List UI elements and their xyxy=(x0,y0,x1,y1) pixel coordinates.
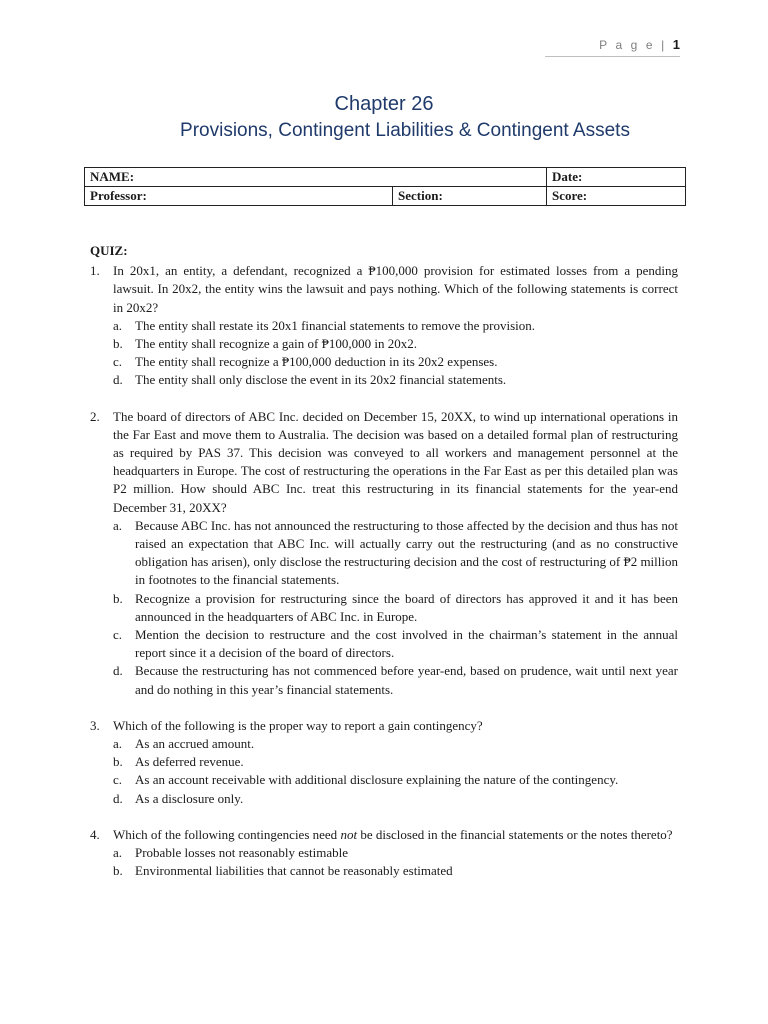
option-letter: a. xyxy=(113,845,123,861)
option-list xyxy=(113,735,678,808)
option-letter: a. xyxy=(113,736,123,752)
option-text: The entity shall recognize a gain of ₱100,000 in 20x2. xyxy=(135,336,417,352)
option-list xyxy=(113,517,678,699)
student-info-table xyxy=(84,167,686,206)
option-3d xyxy=(113,790,678,808)
option-4b xyxy=(113,862,678,880)
page-label: P a g e | xyxy=(599,38,667,52)
option-letter: a. xyxy=(113,317,123,333)
chapter-heading: Chapter 26 xyxy=(334,93,434,115)
question-text-before: Which of the following contingencies need xyxy=(113,826,341,842)
option-text: Recognize a provision for restructuring since the board of directors has approved it and it has been announced in the headquarters of ABC Inc. in Europe. xyxy=(135,590,678,624)
option-text: The entity shall recognize a ₱100,000 deduction in its 20x2 expenses. xyxy=(135,354,498,370)
option-2d xyxy=(113,662,678,698)
question-text: In 20x1, an entity, a defendant, recognized a ₱100,000 provision for estimated losses from a pending lawsuit. In 20x2, the entity wins the lawsuit and pays nothing. Which of the following statements is correct in 20x2? xyxy=(113,263,678,315)
option-list xyxy=(113,317,678,390)
option-2a xyxy=(113,517,678,590)
option-list xyxy=(113,844,678,880)
option-2c xyxy=(113,626,678,662)
option-letter: d. xyxy=(113,372,123,388)
option-letter: b. xyxy=(113,863,123,879)
chapter-title: Provisions, Contingent Liabilities & Contingent Assets xyxy=(180,120,630,141)
option-3b xyxy=(113,753,678,771)
question-number: 2. xyxy=(90,408,100,424)
question-4 xyxy=(90,826,678,881)
name-cell: NAME: xyxy=(85,168,547,187)
question-3 xyxy=(90,717,678,808)
option-text: Because the restructuring has not commenced before year-end, based on prudence, wait until next year and do nothing in this year’s financial statements. xyxy=(135,663,678,697)
page-header xyxy=(545,37,680,57)
question-1 xyxy=(90,262,678,389)
option-text: Because ABC Inc. has not announced the restructuring to those affected by the decision and thus has not raised an expectation that ABC Inc. will actually carry out the restructuring (and as no constructive obligation has arisen), only disclose the restructuring decision and the cost of restructuring of ₱2 million in footnotes to the financial statements. xyxy=(135,517,678,588)
option-1b xyxy=(113,335,678,353)
option-3a xyxy=(113,735,678,753)
option-letter: c. xyxy=(113,627,123,643)
option-1d xyxy=(113,371,678,389)
question-number: 4. xyxy=(90,826,100,842)
option-3c xyxy=(113,771,678,789)
question-text: The board of directors of ABC Inc. decided on December 15, 20XX, to wind up international operations in the Far East and move them to Australia. The decision was based on a detailed formal plan of restructuring as required by PAS 37. This decision was conveyed to all workers and management personnel at the headquarters in Europe. The cost of restructuring the operations in the Far East as per this detailed plan was P2 million. How should ABC Inc. treat this restructuring in its financial statements for the year-end December 31, 20XX? xyxy=(113,408,678,515)
option-letter: d. xyxy=(113,663,123,679)
section-cell: Section: xyxy=(393,187,547,206)
question-number: 1. xyxy=(90,263,100,279)
question-2 xyxy=(90,408,678,699)
date-cell: Date: xyxy=(547,168,686,187)
professor-cell: Professor: xyxy=(85,187,393,206)
option-1c xyxy=(113,353,678,371)
option-1a xyxy=(113,317,678,335)
option-letter: a. xyxy=(113,517,123,533)
option-4a xyxy=(113,844,678,862)
question-number: 3. xyxy=(90,717,100,733)
option-text: As deferred revenue. xyxy=(135,754,244,770)
quiz-content xyxy=(90,242,678,881)
option-text: As a disclosure only. xyxy=(135,790,244,806)
score-cell: Score: xyxy=(547,187,686,206)
option-text: As an accrued amount. xyxy=(135,736,255,752)
page-number: 1 xyxy=(672,37,680,52)
option-letter: c. xyxy=(113,772,123,788)
question-text-emphasis: not xyxy=(340,826,358,842)
option-text: Environmental liabilities that cannot be reasonably estimated xyxy=(135,863,453,879)
question-text xyxy=(113,826,678,844)
option-letter: d. xyxy=(113,790,123,806)
option-2b xyxy=(113,590,678,626)
option-letter: b. xyxy=(113,336,123,352)
option-text: Probable losses not reasonably estimable xyxy=(135,845,349,861)
option-text: The entity shall restate its 20x1 financial statements to remove the provision. xyxy=(135,317,536,333)
question-text: Which of the following is the proper way to report a gain contingency? xyxy=(113,717,483,733)
option-text: As an account receivable with additional disclosure explaining the nature of the contingency. xyxy=(135,772,619,788)
option-letter: b. xyxy=(113,754,123,770)
option-letter: c. xyxy=(113,354,123,370)
quiz-label: QUIZ: xyxy=(90,243,128,258)
option-letter: b. xyxy=(113,590,123,606)
question-text-after: be disclosed in the financial statements or the notes thereto? xyxy=(357,826,673,842)
option-text: Mention the decision to restructure and the cost involved in the chairman’s statement in the annual report since it a decision of the board of directors. xyxy=(135,627,678,661)
option-text: The entity shall only disclose the event in its 20x2 financial statements. xyxy=(135,372,507,388)
